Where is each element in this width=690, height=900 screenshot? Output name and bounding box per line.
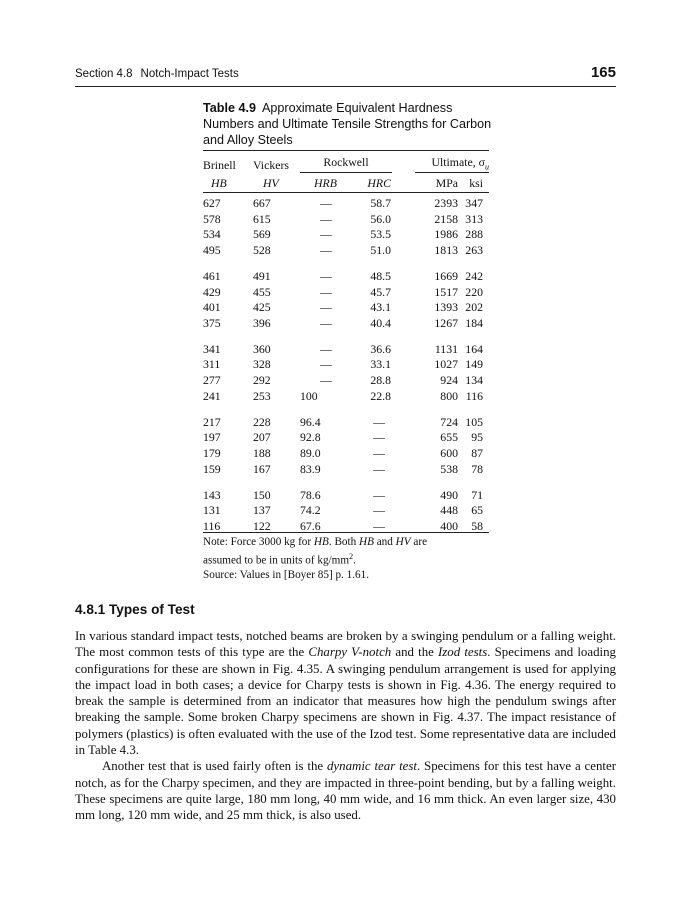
table-cell: 311: [203, 357, 221, 372]
table-cell: 150: [253, 487, 271, 502]
table-note: [203, 535, 489, 582]
table-cell: —: [320, 357, 332, 372]
table-cell: 615: [253, 211, 271, 226]
table-cell: —: [320, 268, 332, 283]
table-cell: —: [320, 196, 332, 210]
table-cell: 538: [440, 461, 458, 476]
table-cell: 67.6: [300, 518, 321, 533]
table-cell: 277: [203, 373, 221, 387]
table-cell: 490: [440, 487, 458, 502]
table-cell: —: [373, 518, 385, 533]
note-source: Source: Values in [Boyer 85] p. 1.61.: [203, 568, 370, 581]
table-cell: 89.0: [300, 445, 321, 460]
table-cell: 100: [300, 388, 318, 403]
table-cell: 461: [203, 268, 221, 283]
table-cell: 105: [465, 414, 483, 429]
table-cell: 1027: [434, 357, 458, 372]
section-number: Section 4.8: [75, 68, 133, 80]
term-dynamic-tear: dynamic tear test: [326, 759, 417, 774]
table-cell: 96.4: [300, 414, 321, 429]
table-cell: 495: [203, 242, 221, 257]
table-cell: 36.6: [370, 341, 391, 356]
table-cell: 396: [253, 315, 271, 330]
table-cell: 53.5: [370, 227, 391, 242]
table-cell: 429: [203, 284, 221, 299]
table-cell: 1131: [434, 341, 458, 356]
table-cell: 491: [253, 268, 271, 283]
table-cell: 164: [465, 341, 483, 356]
table-cell: 2158: [434, 211, 458, 226]
table-cell: 288: [465, 227, 483, 242]
table-cell: 924: [440, 373, 458, 387]
table-cell: 40.4: [370, 315, 391, 330]
table-cell: 45.7: [370, 284, 391, 299]
table-cell: —: [373, 414, 385, 429]
table-cell: —: [373, 461, 385, 476]
table-cell: 341: [203, 341, 221, 356]
table-cell: 800: [440, 388, 458, 403]
header-bottom-rule: [203, 192, 489, 193]
table-cell: 292: [253, 373, 271, 387]
table-cell: —: [320, 341, 332, 356]
table-cell: 425: [253, 300, 271, 315]
table-cell: 116: [203, 518, 221, 533]
table-cell: —: [320, 315, 332, 330]
paragraph-2: Another test that is used fairly often is the dynamic tear test. Specimens for this test have a center notch, as for the Charpy specimen, and they are impacted in three-point bending, but by a falling weight. These specimens are quite large, 180 mm long, 40 mm wide, and 16 mm thick. An even larger size, 430 mm long, 120 mm wide, and 25 mm thick, is also used.: [75, 759, 616, 823]
table-cell: 74.2: [300, 503, 321, 518]
table-cell: 95: [471, 430, 483, 445]
col-header-hrc: HRC: [367, 176, 391, 190]
note-line-1: Note: Force 3000 kg for HB. Both HB and HV are: [203, 536, 428, 548]
term-charpy: Charpy V-notch: [308, 645, 392, 660]
table-cell: 134: [465, 373, 483, 387]
table-cell: 242: [465, 268, 483, 283]
table-cell: 207: [253, 430, 271, 445]
table-cell: 202: [465, 300, 483, 315]
table-cell: 188: [253, 445, 271, 460]
table-cell: 241: [203, 388, 221, 403]
col-header-brinell: Brinell: [203, 158, 236, 172]
col-header-hb: HB: [211, 176, 227, 190]
table-cell: 1669: [434, 268, 458, 283]
section-title: Notch-Impact Tests: [140, 68, 239, 80]
table-cell: 569: [253, 227, 271, 242]
table-cell: 71: [471, 487, 483, 502]
table-cell: 1267: [434, 315, 458, 330]
table-cell: 78.6: [300, 487, 321, 502]
table-cell: 58: [471, 518, 483, 533]
table-cell: —: [373, 503, 385, 518]
table-cell: 184: [465, 315, 483, 330]
table-cell: 143: [203, 487, 221, 502]
section-heading: 4.8.1 Types of Test: [75, 602, 195, 617]
col-header-hv: HV: [263, 176, 279, 190]
table-cell: 137: [253, 503, 271, 518]
table-cell: 2393: [434, 196, 458, 210]
table-cell: 528: [253, 242, 271, 257]
table-cell: 578: [203, 211, 221, 226]
table-cell: 58.7: [370, 196, 391, 210]
table-cell: 28.8: [370, 373, 391, 387]
table-cell: 179: [203, 445, 221, 460]
table-cell: 313: [465, 211, 483, 226]
table-cell: 65: [471, 503, 483, 518]
table-cell: 83.9: [300, 461, 321, 476]
col-header-hrb: HRB: [314, 176, 337, 190]
table-cell: —: [373, 445, 385, 460]
table-cell: —: [320, 373, 332, 387]
table-cell: 78: [471, 461, 483, 476]
table-cell: 455: [253, 284, 271, 299]
table-cell: 217: [203, 414, 221, 429]
table-bottom-rule: [203, 532, 489, 533]
table-cell: 627: [203, 196, 221, 210]
table-cell: —: [373, 430, 385, 445]
col-header-ksi: ksi: [469, 176, 483, 190]
ultimate-rule: [415, 172, 489, 173]
table-cell: 724: [440, 414, 458, 429]
paragraph-1: In various standard impact tests, notched beams are broken by a swinging pendulum or a falling weight. The most common tests of this type are the Charpy V-notch and the Izod tests. Specimens and loading configurations for these are shown in Fig. 4.35. A swinging pendulum arrangement is used for applying the impact load in both cases; a device for Charpy tests is shown in Fig. 4.36. The energy required to break the sample is determined from an indicator that measures how high the pendulum swings after breaking the sample. Some broken Charpy specimens are shown in Fig. 4.37. The impact resistance of polymers (plastics) is often evaluated with the use of the Izod test. Some representative data are included in Table 4.3.: [75, 629, 616, 758]
table-cell: 448: [440, 503, 458, 518]
table-cell: 401: [203, 300, 221, 315]
table-cell: 1393: [434, 300, 458, 315]
col-header-mpa: MPa: [435, 176, 458, 190]
table-caption: [203, 100, 493, 148]
table-cell: —: [373, 487, 385, 502]
table-cell: 92.8: [300, 430, 321, 445]
table-cell: 167: [253, 461, 271, 476]
table-cell: 253: [253, 388, 271, 403]
section-label: [75, 68, 239, 80]
table-cell: 159: [203, 461, 221, 476]
running-header: [75, 64, 616, 87]
table-cell: 600: [440, 445, 458, 460]
table-cell: 116: [465, 388, 483, 403]
table-cell: 667: [253, 196, 271, 210]
table-cell: —: [320, 300, 332, 315]
table-cell: 43.1: [370, 300, 391, 315]
table-top-rule: [203, 150, 489, 151]
table-cell: 534: [203, 227, 221, 242]
table-cell: 131: [203, 503, 221, 518]
rockwell-rule: [300, 172, 392, 173]
table-cell: 347: [465, 196, 483, 210]
col-header-rockwell: Rockwell: [323, 155, 369, 169]
table-cell: 1986: [434, 227, 458, 242]
table-cell: 149: [465, 357, 483, 372]
table-cell: 1813: [434, 242, 458, 257]
note-line-2: assumed to be in units of $kg/mm^2$.: [203, 551, 356, 567]
table-cell: 655: [440, 430, 458, 445]
table-cell: 263: [465, 242, 483, 257]
table-cell: —: [320, 211, 332, 226]
table-cell: 1517: [434, 284, 458, 299]
table-cell: 22.8: [370, 388, 391, 403]
table-cell: 87: [471, 445, 483, 460]
term-izod: Izod tests: [438, 645, 488, 660]
table-label: Table 4.9: [203, 101, 256, 115]
table-cell: 33.1: [370, 357, 391, 372]
table-title: Approximate Equivalent Hardness Numbers and Ultimate Tensile Strengths for Carbon and Alloy Steels: [203, 101, 492, 147]
table-cell: —: [320, 227, 332, 242]
col-header-vickers: Vickers: [253, 158, 289, 172]
table-cell: 51.0: [370, 242, 391, 257]
table-cell: —: [320, 284, 332, 299]
page-number: 165: [590, 64, 616, 81]
table-cell: 48.5: [370, 268, 391, 283]
body-text: [75, 628, 616, 824]
table-cell: 228: [253, 414, 271, 429]
table-cell: 328: [253, 357, 271, 372]
col-header-ultimate: Ultimate, $\sigma_u$: [431, 155, 489, 172]
table-cell: —: [320, 242, 332, 257]
table-cell: 400: [440, 518, 458, 533]
table-cell: 360: [253, 341, 271, 356]
table-cell: 197: [203, 430, 221, 445]
table-cell: 220: [465, 284, 483, 299]
table-cell: 375: [203, 315, 221, 330]
table-cell: 56.0: [370, 211, 391, 226]
table-cell: 122: [253, 518, 271, 533]
